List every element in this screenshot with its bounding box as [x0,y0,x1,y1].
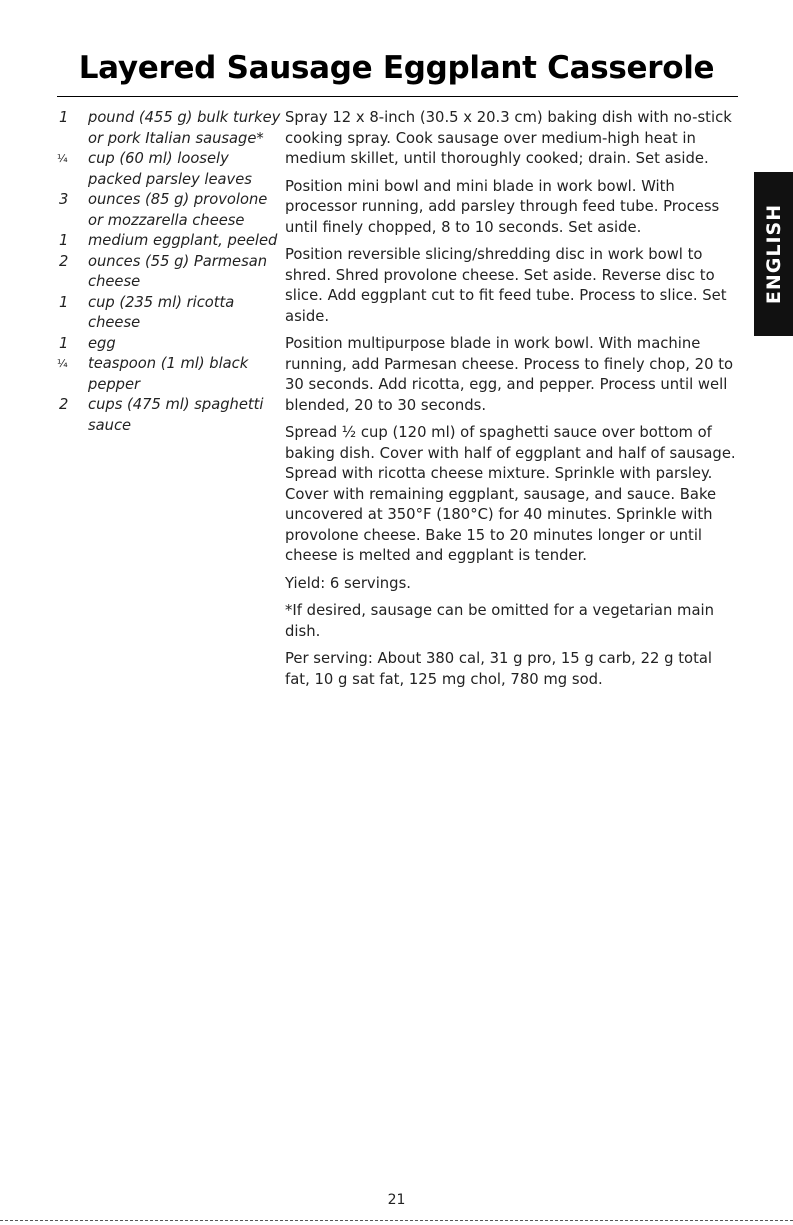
ingredient-item [57,293,282,334]
ingredient-text: ounces (85 g) provolone or mozzarella cheese [88,191,268,229]
ingredient-quantity: ¼ [57,152,68,165]
ingredient-quantity: 1 [59,334,69,352]
ingredient-quantity: 1 [59,293,69,311]
ingredient-item [57,190,282,231]
ingredient-quantity: 2 [59,252,69,270]
language-tab [754,172,793,336]
ingredient-list [57,108,282,436]
ingredient-text: pound (455 g) bulk turkey or pork Italian sausage* [88,109,281,147]
language-tab-label: ENGLISH [762,203,785,305]
ingredient-text: cups (475 ml) spaghetti sauce [88,396,264,434]
ingredient-quantity: ¼ [57,357,68,370]
ingredient-item [57,149,282,190]
ingredient-text: cup (60 ml) loosely packed parsley leaves [88,150,252,188]
ingredient-item [57,108,282,149]
method-step: Position reversible slicing/shredding disc in work bowl to shred. Shred provolone cheese. Set aside. Reverse disc to slice. Add eggplant cut to fit feed tube. Process to slice. Set aside. [285,246,727,325]
ingredient-quantity: 1 [59,232,69,249]
method-step: Spray 12 x 8-inch (30.5 x 20.3 cm) baking dish with no-stick cooking spray. Cook sausage over medium-high heat in medium skillet, until thoroughly cooked; drain. Set aside. [285,109,732,167]
recipe-title: Layered Sausage Eggplant Casserole [78,50,715,86]
ingredient-item [57,354,282,395]
ingredient-text: teaspoon (1 ml) black pepper [88,355,249,393]
ingredient-item [57,395,282,436]
ingredient-quantity: 2 [59,396,69,413]
ingredient-item [57,231,282,252]
title-divider [57,96,738,97]
ingredient-item [57,334,282,355]
nutrition-text: Per serving: About 380 cal, 31 g pro, 15 g carb, 22 g total fat, 10 g sat fat, 125 mg chol, 780 mg sod. [285,650,713,688]
ingredient-quantity: 1 [59,109,69,126]
ingredient-text: medium eggplant, peeled [88,232,278,249]
ingredient-text: egg [88,334,116,352]
yield-text: Yield: 6 servings. [285,574,411,592]
ingredient-item [57,252,282,293]
method-step: Spread ½ cup (120 ml) of spaghetti sauce over bottom of baking dish. Cover with half of eggplant and half of sausage. Spread with ricotta cheese mixture. Sprinkle with parsley. Cover with remaining eggplant, sausage, and sauce. Bake uncovered at 350°F (180°C) for 40 minutes. Sprinkle with provolone cheese. Bake 15 to 20 minutes longer or until cheese is melted and eggplant is tender. [285,424,736,564]
ingredient-text: ounces (55 g) Parmesan cheese [88,252,268,290]
ingredient-quantity: 3 [59,191,69,208]
method-step: Position multipurpose blade in work bowl. With machine running, add Parmesan cheese. Process to finely chop, 20 to 30 seconds. Add ricotta, egg, and pepper. Process until well blended, 20 to 30 seconds. [285,335,734,414]
page-number: 21 [387,1192,406,1208]
footnote-text: *If desired, sausage can be omitted for a vegetarian main dish. [285,602,715,640]
method-section [285,108,741,697]
method-step: Position mini bowl and mini blade in work bowl. With processor running, add parsley through feed tube. Process until finely chopped, 8 to 10 seconds. Set aside. [285,177,720,236]
page-bottom-divider [0,1220,793,1221]
ingredient-text: cup (235 ml) ricotta cheese [88,293,235,331]
